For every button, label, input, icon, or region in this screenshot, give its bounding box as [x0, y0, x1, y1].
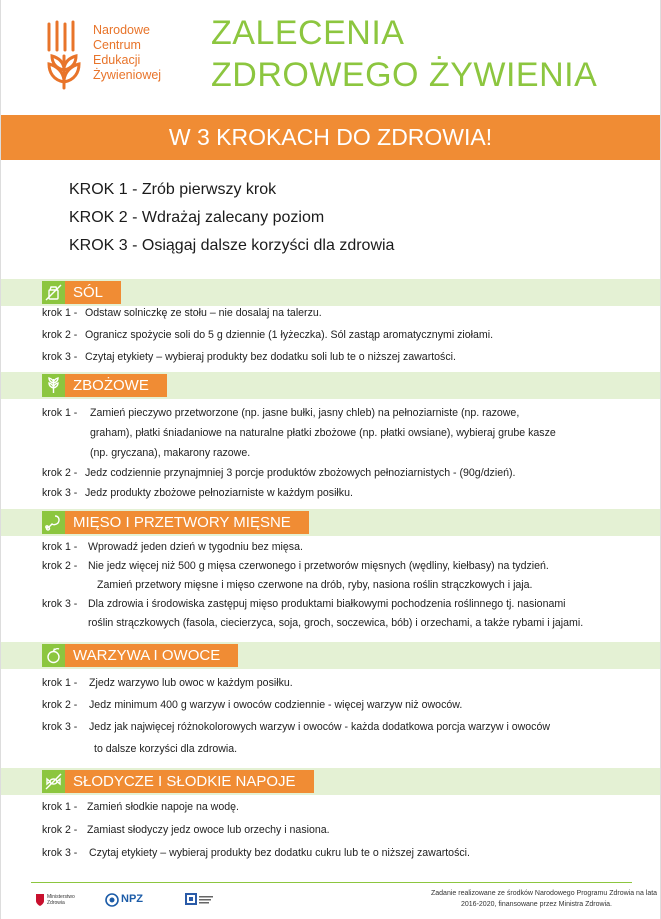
footer-note-line-1: Zadanie realizowane ze środków Narodowego Programu Zdrowia na lata [431, 890, 658, 897]
list-item [1, 699, 660, 721]
list-item-continuation [1, 579, 660, 598]
section-header [42, 770, 314, 793]
nizp-logo [185, 893, 215, 909]
ncez-logo [41, 20, 191, 90]
step-label: krok 2 - [42, 329, 78, 341]
step-text: Dla zdrowia i środowiska zastępuj mięso produktami białkowymi pochodzenia roślinnego tj. nasionami [88, 598, 566, 610]
npz-emblem-icon [105, 893, 119, 907]
section-body [1, 399, 660, 499]
grain-icon [42, 374, 65, 397]
section-header [42, 374, 167, 397]
step-label: krok 2 - [42, 560, 78, 572]
npz-logo-text: NPZ [121, 893, 143, 905]
list-item [1, 541, 660, 560]
step-text: Nie jedz więcej niż 500 g mięsa czerwonego i przetworów mięsnych (wędliny, kiełbasy) na tydzień. [88, 560, 549, 572]
section-title: WARZYWA I OWOCE [73, 647, 221, 664]
logo-line-4: Żywieniowej [93, 68, 162, 82]
list-item [1, 307, 660, 327]
step-text: Wprowadź jeden dzień w tygodniu bez mięsa. [88, 541, 303, 553]
title-line-1: ZALECENIA [211, 14, 405, 52]
step-label: krok 3 - [42, 721, 78, 733]
step-text: Jedz codziennie przynajmniej 3 porcje produktów zbożowych pełnoziarnistych - (90g/dzień). [85, 467, 516, 479]
step-label: krok 1 - [42, 541, 78, 553]
section-header [42, 644, 238, 667]
list-item [1, 351, 660, 371]
step-label: krok 2 - [42, 824, 78, 836]
step-text: Zamień słodkie napoje na wodę. [87, 801, 239, 813]
apple-icon [42, 644, 65, 667]
step-text: graham), płatki śniadaniowe na naturalne płatki zbożowe (np. płatki owsiane), wybieraj grube kasze [90, 427, 556, 439]
list-item [1, 677, 660, 699]
list-item [1, 467, 660, 487]
drumstick-icon [42, 511, 65, 534]
step-text: Zamiast słodyczy jedz owoce lub orzechy i nasiona. [87, 824, 330, 836]
step-text: Zjedz warzywo lub owoc w każdym posiłku. [89, 677, 293, 689]
list-item-continuation [1, 447, 660, 467]
steps-list [69, 176, 394, 260]
wheat-logo-icon [41, 20, 87, 90]
section-body [1, 669, 660, 757]
footer-divider [31, 882, 632, 883]
list-item [1, 801, 660, 824]
banner: W 3 KROKACH DO ZDROWIA! [1, 115, 660, 160]
step-1: KROK 1 - Zrób pierwszy krok [69, 181, 277, 198]
list-item-continuation [1, 743, 660, 765]
section-header [42, 511, 309, 534]
step-label: krok 3 - [42, 351, 78, 363]
logo-line-3: Edukacji [93, 53, 141, 67]
section-body [1, 306, 660, 366]
section-body [1, 795, 660, 864]
candy-crossed-icon [42, 770, 65, 793]
step-label: krok 2 - [42, 699, 78, 711]
list-item [1, 407, 660, 427]
list-item-continuation [1, 427, 660, 447]
step-label: krok 1 - [42, 677, 78, 689]
step-label: krok 1 - [42, 307, 78, 319]
list-item-continuation [1, 617, 660, 636]
list-item [1, 487, 660, 507]
section-title: ZBOŻOWE [73, 377, 149, 394]
step-text: roślin strączkowych (fasola, ciecierzyca, soja, groch, soczewica, bób) i orzechami, a także rybami i jajami. [88, 617, 584, 629]
list-item [1, 560, 660, 579]
list-item [1, 824, 660, 847]
salt-crossed-icon [42, 281, 65, 304]
step-label: krok 1 - [42, 801, 78, 813]
list-item [1, 598, 660, 617]
logo-line-2: Centrum [93, 38, 141, 52]
step-text: (np. gryczana), makarony razowe. [90, 447, 251, 459]
ministry-emblem-icon [35, 893, 45, 907]
section-title: MIĘSO I PRZETWORY MIĘSNE [73, 514, 291, 531]
step-label: krok 2 - [42, 467, 78, 479]
title-line-2: ZDROWEGO ŻYWIENIA [211, 56, 598, 94]
footer-note [431, 888, 658, 910]
logo-text [93, 23, 161, 83]
step-label: krok 3 - [42, 487, 78, 499]
step-2: KROK 2 - Wdrażaj zalecany poziom [69, 209, 325, 226]
list-item [1, 329, 660, 349]
section-header [42, 281, 121, 304]
list-item [1, 847, 660, 870]
step-text: Czytaj etykiety – wybieraj produkty bez dodatku soli lub te o niższej zawartości. [85, 351, 456, 363]
step-text: Jedz jak najwięcej różnokolorowych warzyw i owoców - każda dodatkowa porcja warzyw i owoców [89, 721, 551, 733]
step-text: to dalsze korzyści dla zdrowia. [94, 743, 238, 755]
step-label: krok 3 - [42, 847, 78, 859]
step-text: Jedz minimum 400 g warzyw i owoców codziennie - więcej warzyw niż owoców. [89, 699, 463, 711]
logo-line-1: Narodowe [93, 23, 150, 37]
step-text: Zamień pieczywo przetworzone (np. jasne bułki, jasny chleb) na pełnoziarniste (np. razowe, [90, 407, 520, 419]
ministry-logo-text: Ministerstwo Zdrowia [47, 894, 75, 906]
footer-note-line-2: 2016-2020, finansowane przez Ministra Zdrowia. [461, 901, 612, 908]
section-title: SÓL [73, 284, 104, 301]
step-text: Czytaj etykiety – wybieraj produkty bez dodatku cukru lub te o niższej zawartości. [89, 847, 470, 859]
section-title: SŁODYCZE I SŁODKIE NAPOJE [73, 773, 296, 790]
list-item [1, 721, 660, 743]
step-label: krok 1 - [42, 407, 78, 419]
step-label: krok 3 - [42, 598, 78, 610]
step-text: Odstaw solniczkę ze stołu – nie dosalaj na talerzu. [85, 307, 322, 319]
step-3: KROK 3 - Osiągaj dalsze korzyści dla zdrowia [69, 237, 395, 254]
page-title [211, 12, 597, 96]
step-text: Ogranicz spożycie soli do 5 g dziennie (1 łyżeczka). Sól zastąp aromatycznymi ziołami. [85, 329, 494, 341]
step-text: Zamień przetwory mięsne i mięso czerwone na drób, ryby, nasiona roślin strączkowych i jaja. [97, 579, 533, 591]
section-body [1, 536, 660, 631]
nizp-emblem-icon [185, 893, 215, 907]
step-text: Jedz produkty zbożowe pełnoziarniste w każdym posiłku. [85, 487, 353, 499]
